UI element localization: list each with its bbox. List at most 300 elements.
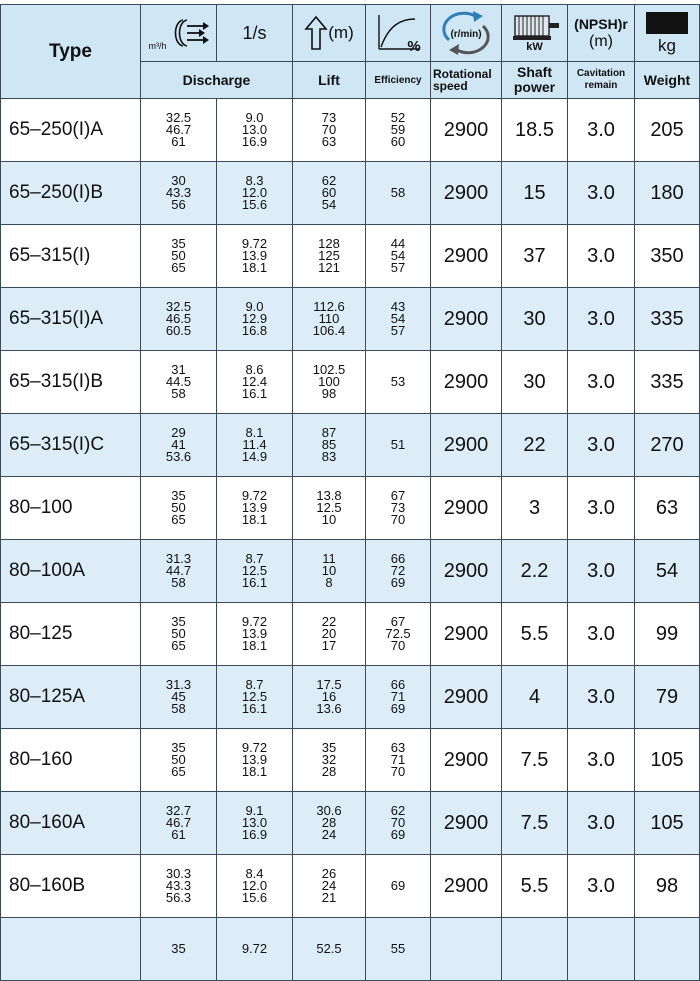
- type-cell: 65–250(I)B: [1, 162, 141, 225]
- type-cell: 80–125: [1, 603, 141, 666]
- efficiency-cell-value: 70: [390, 638, 406, 653]
- efficiency-cell: [366, 603, 431, 666]
- weight-cell: 98: [635, 855, 700, 918]
- discharge-ls-cell-value: 9.72: [241, 614, 268, 629]
- type-cell: 80–160A: [1, 792, 141, 855]
- npsh-cell: 3.0: [568, 603, 635, 666]
- npsh-cell: 3.0: [568, 288, 635, 351]
- discharge-m3h-cell: [141, 792, 217, 855]
- power-cell: 22: [502, 414, 568, 477]
- npsh-cell: 3.0: [568, 225, 635, 288]
- speed-cell: 2900: [431, 729, 502, 792]
- discharge-ls-cell-value: 8.6: [245, 362, 264, 377]
- discharge-ls-cell-value: 8.7: [245, 551, 264, 566]
- discharge-ls-cell-value: 18.1: [241, 764, 268, 779]
- efficiency-cell-value: 54: [390, 248, 406, 263]
- lift-cell-value: 121: [318, 260, 340, 275]
- efficiency-cell-value: 52: [390, 110, 406, 125]
- speed-cell: 2900: [431, 477, 502, 540]
- table-row: [1, 729, 700, 792]
- discharge-ls-cell: [217, 351, 293, 414]
- weight-cell: 350: [635, 225, 700, 288]
- power-cell: 5.5: [502, 603, 568, 666]
- speed-cell: 2900: [431, 99, 502, 162]
- discharge-ls-cell-value: 18.1: [241, 638, 268, 653]
- table-row: [1, 162, 700, 225]
- efficiency-label: Efficiency: [366, 62, 431, 99]
- efficiency-cell-value: 69: [390, 701, 406, 716]
- discharge-m3h-cell-value: 50: [171, 500, 186, 515]
- discharge-m3h-cell: [141, 603, 217, 666]
- lift-cell-value: 63: [321, 134, 337, 149]
- discharge-ls-cell-value: 16.1: [241, 575, 268, 590]
- lift-cell-value: 24: [321, 827, 337, 842]
- efficiency-cell-value: 63: [390, 740, 406, 755]
- speed-unit-header: [431, 5, 502, 62]
- discharge-m3h-cell-value: 65: [171, 638, 186, 653]
- discharge-m3h-cell-value: 35: [171, 236, 186, 251]
- lift-cell: [293, 414, 366, 477]
- lift-cell-value: 21: [321, 890, 337, 905]
- type-cell: 65–250(I)A: [1, 99, 141, 162]
- discharge-m3h-cell: [141, 351, 217, 414]
- efficiency-cell: [366, 288, 431, 351]
- lift-cell-value: 32: [321, 752, 337, 767]
- efficiency-cell-value: 72.5: [385, 626, 411, 641]
- efficiency-cell: [366, 729, 431, 792]
- discharge-m3h-cell-value: 58: [171, 701, 186, 716]
- type-cell: 80–160: [1, 729, 141, 792]
- lift-cell-value: 28: [321, 764, 337, 779]
- weight-label: Weight: [635, 62, 700, 99]
- efficiency-cell-value: 62: [390, 803, 406, 818]
- lift-cell-value: 110: [318, 311, 340, 326]
- discharge-ls-cell-value: 13.0: [241, 815, 268, 830]
- speed-cell: 2900: [431, 225, 502, 288]
- speed-cell: 2900: [431, 603, 502, 666]
- lift-cell: [293, 729, 366, 792]
- discharge-m3h-cell-value: 50: [171, 752, 186, 767]
- power-cell: 3: [502, 477, 568, 540]
- weight-cell: 205: [635, 99, 700, 162]
- discharge-m3h-cell: [141, 666, 217, 729]
- discharge-ls-cell: [217, 540, 293, 603]
- discharge-m3h-cell: [141, 99, 217, 162]
- discharge-m3h-cell: [141, 477, 217, 540]
- lift-cell-value: 112.6: [313, 299, 345, 314]
- lift-cell-value: 30.6: [316, 803, 342, 818]
- lift-cell-value: 11: [322, 551, 336, 566]
- efficiency-cell-value: 69: [390, 575, 406, 590]
- flow-arrows-icon: [169, 16, 209, 50]
- efficiency-cell-value: 71: [390, 752, 406, 767]
- lift-cell: [293, 162, 366, 225]
- lift-cell-value: 20: [321, 626, 337, 641]
- discharge-ls-cell-value: 13.9: [241, 248, 268, 263]
- speed-cell: 2900: [431, 288, 502, 351]
- type-cell: [1, 918, 141, 981]
- npsh-cell: 3.0: [568, 477, 635, 540]
- discharge-ls-cell-value: 12.5: [241, 689, 268, 704]
- power-cell: 15: [502, 162, 568, 225]
- discharge-ls-cell: [217, 792, 293, 855]
- lift-cell: [293, 288, 366, 351]
- efficiency-unit-header: %: [366, 5, 431, 62]
- table-row: [1, 666, 700, 729]
- discharge-ls-cell: [217, 99, 293, 162]
- table-row: [1, 225, 700, 288]
- efficiency-cell: [366, 162, 431, 225]
- discharge-ls-cell-value: 9.72: [241, 941, 268, 956]
- discharge-ls-cell-value: 18.1: [241, 260, 268, 275]
- weight-cell: 105: [635, 729, 700, 792]
- lift-cell-value: 10: [321, 512, 337, 527]
- npsh-cell: 3.0: [568, 666, 635, 729]
- efficiency-cell-value: 58: [390, 185, 406, 200]
- discharge-ls-cell-value: 12.0: [241, 878, 268, 893]
- type-cell: 65–315(I)A: [1, 288, 141, 351]
- discharge-ls-cell: [217, 162, 293, 225]
- discharge-m3h-cell-value: 65: [171, 260, 186, 275]
- npsh-cell: 3.0: [568, 99, 635, 162]
- efficiency-cell-value: 70: [390, 764, 406, 779]
- discharge-ls-cell: [217, 603, 293, 666]
- table-row: [1, 414, 700, 477]
- speed-label: Rotational speed: [431, 62, 502, 99]
- discharge-m3h-cell-value: 61: [171, 134, 186, 149]
- lift-cell-value: 24: [321, 878, 337, 893]
- power-cell: 18.5: [502, 99, 568, 162]
- power-cell: 4: [502, 666, 568, 729]
- discharge-ls-cell-value: 8.4: [245, 866, 264, 881]
- speed-cell: [431, 918, 502, 981]
- table-row: [1, 99, 700, 162]
- discharge-ls-cell-value: 13.9: [241, 752, 268, 767]
- efficiency-cell: [366, 855, 431, 918]
- discharge-m3h-cell-value: 58: [171, 386, 186, 401]
- discharge-ls-cell-value: 16.9: [241, 134, 268, 149]
- table-body: [1, 99, 700, 981]
- lift-cell: [293, 351, 366, 414]
- efficiency-cell-value: 66: [390, 677, 406, 692]
- npsh-unit-header: (NPSH)r (m): [568, 5, 635, 62]
- discharge-m3h-cell-value: 56: [171, 197, 186, 212]
- lift-cell-value: 100: [318, 374, 340, 389]
- header-icon-row: [1, 5, 700, 62]
- lift-cell-value: 128: [318, 236, 340, 251]
- efficiency-cell: [366, 99, 431, 162]
- discharge-ls-cell-value: 9.0: [245, 110, 264, 125]
- power-cell: 2.2: [502, 540, 568, 603]
- npsh-cell: 3.0: [568, 414, 635, 477]
- motor-icon: [509, 13, 561, 41]
- discharge-ls-cell-value: 12.0: [241, 185, 268, 200]
- discharge-m3h-cell-value: 44.5: [165, 374, 192, 389]
- table-row: [1, 603, 700, 666]
- discharge-ls-cell-value: 13.9: [241, 500, 268, 515]
- discharge-m3h-cell: [141, 918, 217, 981]
- efficiency-cell-value: 43: [390, 299, 406, 314]
- up-arrow-icon: [304, 15, 328, 51]
- efficiency-cell: [366, 351, 431, 414]
- discharge-ls-cell-value: 11.4: [242, 437, 267, 452]
- discharge-m3h-cell-value: 35: [171, 488, 186, 503]
- lift-cell: [293, 603, 366, 666]
- weight-cell: 99: [635, 603, 700, 666]
- discharge-m3h-cell-value: 46.7: [165, 122, 192, 137]
- efficiency-cell-value: 57: [390, 260, 406, 275]
- discharge-m3h-cell: [141, 162, 217, 225]
- power-label: Shaft power: [502, 62, 568, 99]
- lift-cell-value: 26: [321, 866, 337, 881]
- type-header: Type: [1, 5, 141, 99]
- type-cell: 65–315(I)B: [1, 351, 141, 414]
- lift-cell-value: 73: [321, 110, 337, 125]
- efficiency-cell-value: 55: [390, 941, 406, 956]
- discharge-ls-cell-value: 16.1: [241, 386, 268, 401]
- lift-cell-value: 52.5: [316, 941, 342, 956]
- efficiency-cell-value: 69: [390, 827, 406, 842]
- weight-unit-header: kg: [635, 5, 700, 62]
- lift-cell-value: 70: [321, 122, 337, 137]
- weight-cell: [635, 918, 700, 981]
- discharge-m3h-header: [141, 5, 217, 62]
- lift-cell-value: 17: [321, 638, 337, 653]
- weight-cell: 270: [635, 414, 700, 477]
- lift-cell-value: 98: [321, 386, 337, 401]
- discharge-m3h-cell: [141, 855, 217, 918]
- discharge-ls-cell-value: 9.0: [245, 299, 264, 314]
- efficiency-cell-value: 70: [390, 815, 406, 830]
- efficiency-cell-value: 59: [390, 122, 406, 137]
- efficiency-cell-value: 67: [390, 488, 406, 503]
- lift-cell-value: 8: [325, 575, 333, 590]
- npsh-cell: 3.0: [568, 540, 635, 603]
- discharge-ls-cell-value: 8.3: [245, 173, 264, 188]
- discharge-ls-cell: [217, 414, 293, 477]
- speed-cell: 2900: [431, 351, 502, 414]
- speed-unit-text: (r/min): [450, 29, 482, 40]
- lift-cell: [293, 792, 366, 855]
- power-cell: [502, 918, 568, 981]
- lift-cell-value: 102.5: [312, 362, 346, 377]
- discharge-ls-cell-value: 12.4: [241, 374, 268, 389]
- discharge-ls-cell-value: 12.9: [241, 311, 268, 326]
- table-row: [1, 288, 700, 351]
- lift-cell-value: 17.5: [316, 677, 342, 692]
- power-cell: 7.5: [502, 792, 568, 855]
- lift-cell-value: 28: [321, 815, 337, 830]
- discharge-ls-cell-value: 15.6: [241, 890, 268, 905]
- type-cell: 80–100: [1, 477, 141, 540]
- discharge-ls-cell: [217, 918, 293, 981]
- efficiency-cell-value: 53: [390, 374, 406, 389]
- lift-cell: [293, 225, 366, 288]
- discharge-m3h-cell: [141, 225, 217, 288]
- table-row: [1, 477, 700, 540]
- discharge-ls-cell-value: 9.72: [241, 236, 268, 251]
- discharge-ls-cell: [217, 666, 293, 729]
- discharge-ls-cell-value: 12.5: [241, 563, 268, 578]
- discharge-m3h-cell-value: 41: [171, 437, 186, 452]
- speed-cell: 2900: [431, 540, 502, 603]
- lift-cell-value: 60: [321, 185, 337, 200]
- discharge-ls-cell-value: 16.1: [241, 701, 268, 716]
- power-cell: 5.5: [502, 855, 568, 918]
- npsh-cell: 3.0: [568, 162, 635, 225]
- discharge-m3h-cell-value: 65: [171, 512, 186, 527]
- weight-cell: 105: [635, 792, 700, 855]
- lift-cell-value: 22: [321, 614, 337, 629]
- discharge-m3h-cell-value: 29: [171, 425, 186, 440]
- lift-label: Lift: [293, 62, 366, 99]
- lift-cell-value: 10: [321, 563, 337, 578]
- discharge-m3h-cell-value: 43.3: [165, 185, 192, 200]
- table-row: [1, 792, 700, 855]
- efficiency-cell-value: 67: [390, 614, 406, 629]
- weight-cell: 79: [635, 666, 700, 729]
- discharge-ls-cell-value: 16.8: [241, 323, 268, 338]
- npsh-label: Cavitation remain: [568, 62, 635, 99]
- lift-cell: [293, 855, 366, 918]
- npsh-cell: 3.0: [568, 792, 635, 855]
- table-row: [1, 855, 700, 918]
- speed-cell: 2900: [431, 414, 502, 477]
- discharge-m3h-cell-value: 44.7: [165, 563, 192, 578]
- efficiency-cell: [366, 540, 431, 603]
- discharge-m3h-cell-value: 50: [171, 248, 186, 263]
- type-cell: 80–125A: [1, 666, 141, 729]
- discharge-ls-cell-value: 14.9: [241, 449, 268, 464]
- discharge-m3h-cell-value: 46.5: [165, 311, 192, 326]
- power-cell: 7.5: [502, 729, 568, 792]
- discharge-m3h-cell-value: 32.5: [165, 110, 192, 125]
- lift-cell: [293, 540, 366, 603]
- npsh-cell: [568, 918, 635, 981]
- discharge-ls-cell-value: 9.72: [241, 740, 268, 755]
- discharge-m3h-cell-value: 65: [171, 764, 186, 779]
- efficiency-cell-value: 51: [390, 437, 406, 452]
- discharge-m3h-cell: [141, 729, 217, 792]
- discharge-m3h-cell-value: 35: [171, 941, 186, 956]
- discharge-m3h-cell-value: 58: [171, 575, 186, 590]
- type-cell: 65–315(I): [1, 225, 141, 288]
- table-row: [1, 540, 700, 603]
- efficiency-cell: [366, 414, 431, 477]
- efficiency-cell-value: 44: [390, 236, 406, 251]
- power-unit-header: kW: [502, 5, 568, 62]
- discharge-ls-cell: [217, 225, 293, 288]
- type-cell: 80–100A: [1, 540, 141, 603]
- speed-cell: 2900: [431, 666, 502, 729]
- discharge-ls-cell-value: 8.1: [245, 425, 264, 440]
- discharge-ls-cell-value: 18.1: [241, 512, 268, 527]
- discharge-ls-cell: [217, 855, 293, 918]
- type-cell: 65–315(I)C: [1, 414, 141, 477]
- npsh-cell: 3.0: [568, 351, 635, 414]
- lift-cell-value: 83: [321, 449, 337, 464]
- efficiency-cell-value: 60: [390, 134, 406, 149]
- efficiency-cell: [366, 666, 431, 729]
- type-cell: 80–160B: [1, 855, 141, 918]
- lift-cell-value: 62: [321, 173, 337, 188]
- discharge-ls-cell-value: 9.1: [245, 803, 264, 818]
- lift-cell-value: 13.8: [316, 488, 342, 503]
- discharge-m3h-cell-value: 35: [171, 614, 186, 629]
- discharge-m3h-cell-value: 30: [171, 173, 186, 188]
- discharge-m3h-cell-value: 32.7: [165, 803, 192, 818]
- discharge-m3h-cell: [141, 540, 217, 603]
- lift-cell-value: 16: [321, 689, 337, 704]
- discharge-m3h-cell-value: 45: [171, 689, 186, 704]
- power-cell: 30: [502, 351, 568, 414]
- speed-cell: 2900: [431, 792, 502, 855]
- efficiency-cell-value: 71: [390, 689, 406, 704]
- weight-cell: 180: [635, 162, 700, 225]
- discharge-ls-cell: [217, 729, 293, 792]
- lift-unit-header: (m): [293, 5, 366, 62]
- discharge-m3h-cell-value: 31: [171, 362, 186, 377]
- efficiency-cell: [366, 225, 431, 288]
- efficiency-cell-value: 54: [390, 311, 406, 326]
- discharge-m3h-cell-value: 53.6: [165, 449, 192, 464]
- discharge-m3h-cell-value: 35: [171, 740, 186, 755]
- efficiency-cell-value: 66: [390, 551, 406, 566]
- discharge-m3h-cell-value: 31.3: [165, 551, 192, 566]
- table-row: [1, 918, 700, 981]
- lift-cell-value: 12.5: [316, 500, 342, 515]
- discharge-m3h-cell: [141, 414, 217, 477]
- npsh-cell: 3.0: [568, 729, 635, 792]
- lift-cell-value: 13.6: [316, 701, 342, 716]
- efficiency-cell-value: 69: [390, 878, 406, 893]
- discharge-m3h-cell-value: 32.5: [165, 299, 192, 314]
- discharge-m3h-cell-value: 56.3: [165, 890, 192, 905]
- discharge-ls-cell: [217, 288, 293, 351]
- lift-cell-value: 125: [318, 248, 340, 263]
- efficiency-cell-value: 72: [390, 563, 406, 578]
- discharge-m3h-cell-value: 30.3: [165, 866, 192, 881]
- power-cell: 30: [502, 288, 568, 351]
- discharge-ls-cell-value: 15.6: [241, 197, 268, 212]
- lift-cell-value: 87: [321, 425, 337, 440]
- table-row: [1, 351, 700, 414]
- discharge-m3h-cell-value: 43.3: [165, 878, 192, 893]
- discharge-ls-cell-value: 16.9: [241, 827, 268, 842]
- speed-cell: 2900: [431, 162, 502, 225]
- discharge-m3h-cell-value: 60.5: [165, 323, 192, 338]
- lift-cell: [293, 918, 366, 981]
- pump-spec-table: [0, 4, 700, 981]
- discharge-m3h-cell-value: 61: [171, 827, 186, 842]
- discharge-unit-m3h: m³/h: [148, 41, 167, 51]
- lift-cell: [293, 666, 366, 729]
- lift-cell: [293, 477, 366, 540]
- efficiency-cell: [366, 477, 431, 540]
- efficiency-cell-value: 57: [390, 323, 406, 338]
- npsh-cell: 3.0: [568, 855, 635, 918]
- efficiency-cell-value: 73: [390, 500, 406, 515]
- discharge-m3h-cell-value: 46.7: [165, 815, 192, 830]
- discharge-m3h-cell-value: 50: [171, 626, 186, 641]
- lift-cell-value: 106.4: [312, 323, 346, 338]
- efficiency-cell: [366, 918, 431, 981]
- discharge-ls-cell-value: 13.9: [241, 626, 268, 641]
- discharge-m3h-cell: [141, 288, 217, 351]
- discharge-label: Discharge: [141, 62, 293, 99]
- weight-cell: 63: [635, 477, 700, 540]
- power-cell: 37: [502, 225, 568, 288]
